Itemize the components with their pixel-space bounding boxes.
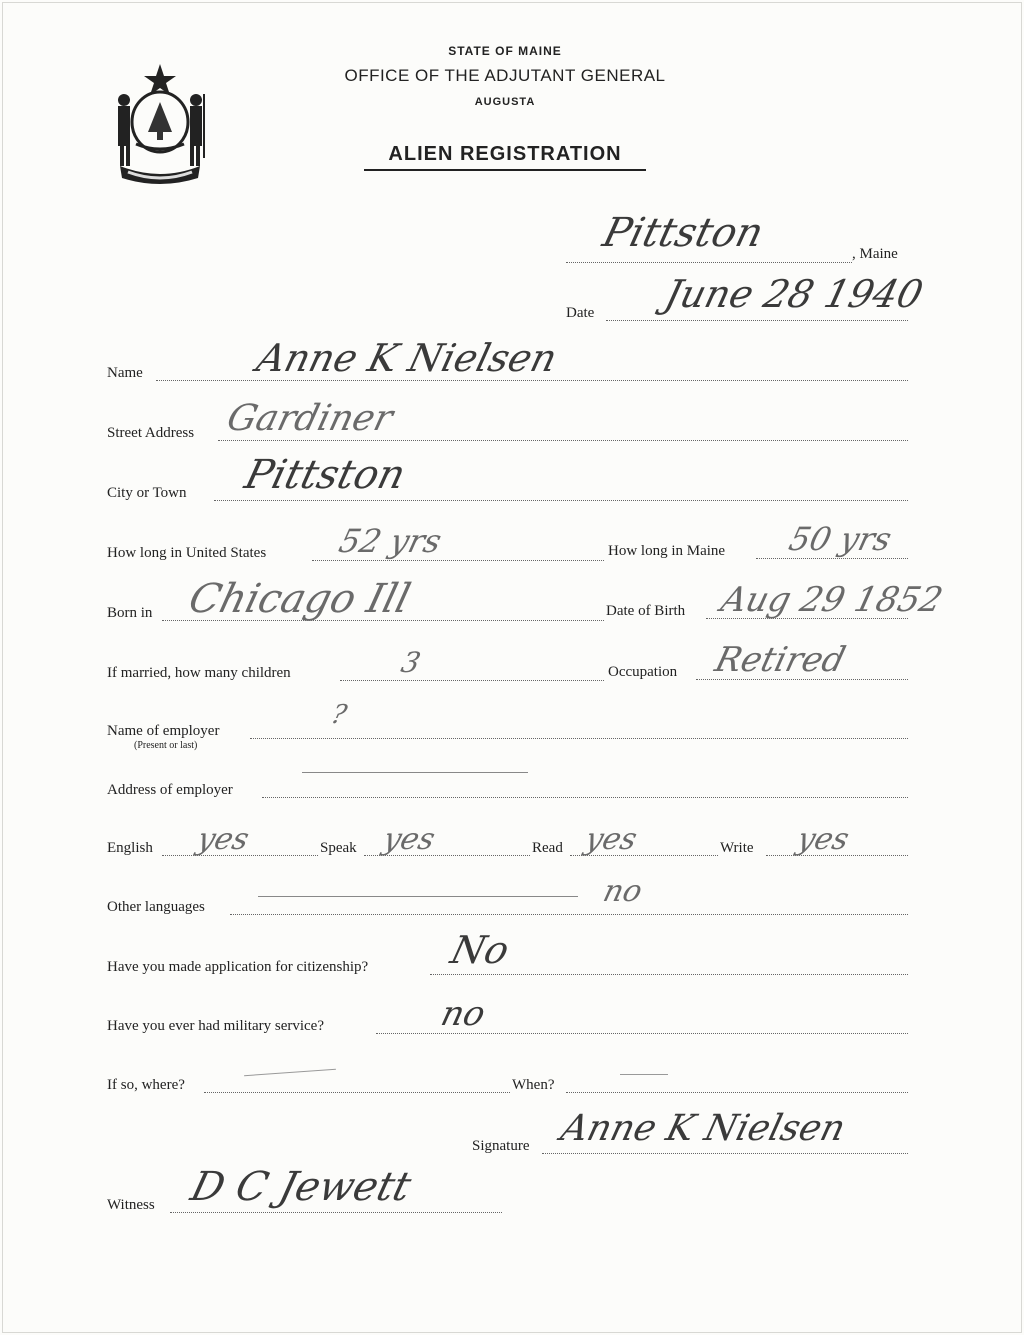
write-label: Write	[720, 840, 754, 856]
how-long-us-value: 52 yrs	[335, 522, 446, 560]
citizenship-line	[430, 974, 908, 975]
city-value: Pittston	[240, 452, 411, 498]
signature-label: Signature	[472, 1138, 530, 1154]
employer-name-label: Name of employer	[107, 723, 220, 739]
english-value: yes	[193, 822, 253, 857]
read-value: yes	[581, 822, 641, 857]
date-line	[606, 320, 908, 321]
how-long-us-line	[312, 560, 604, 561]
date-value: June 28 1940	[660, 272, 928, 316]
form-title: ALIEN REGISTRATION	[388, 143, 622, 165]
citizenship-value: No	[446, 928, 514, 972]
born-in-label: Born in	[107, 605, 153, 621]
date-of-birth-label: Date of Birth	[606, 603, 686, 619]
other-languages-value: no	[599, 874, 646, 909]
title-underline	[364, 169, 646, 171]
when-pencil-dash	[620, 1074, 668, 1075]
how-long-maine-line	[756, 558, 908, 559]
occupation-value: Retired	[711, 640, 850, 680]
employer-address-label: Address of employer	[107, 782, 233, 798]
other-languages-pencil-dash	[258, 896, 578, 897]
employer-name-sublabel: (Present or last)	[134, 740, 198, 751]
state-heading: STATE OF MAINE	[448, 44, 562, 58]
maine-state-seal-icon	[106, 58, 214, 186]
how-long-maine-label: How long in Maine	[608, 543, 726, 559]
when-label: When?	[512, 1077, 555, 1093]
occupation-label: Occupation	[608, 664, 678, 680]
signature-value: Anne K Nielsen	[556, 1108, 850, 1149]
speak-label: Speak	[320, 840, 357, 856]
witness-value: D C Jewett	[186, 1164, 416, 1210]
place-line	[566, 262, 852, 263]
speak-value: yes	[379, 822, 439, 857]
children-value: 3	[397, 646, 424, 679]
employer-pencil-dash	[302, 772, 528, 773]
born-in-value: Chicago Ill	[184, 576, 415, 622]
street-address-line	[218, 440, 908, 441]
date-of-birth-value: Aug 29 1852	[717, 580, 947, 620]
military-label: Have you ever had military service?	[107, 1018, 324, 1034]
name-label: Name	[107, 365, 143, 381]
military-value: no	[437, 994, 490, 1034]
place-value: Pittston	[598, 210, 769, 256]
employer-address-line	[262, 797, 908, 798]
city-heading: AUGUSTA	[474, 96, 536, 108]
how-long-maine-value: 50 yrs	[785, 520, 896, 558]
witness-line	[170, 1212, 502, 1213]
read-label: Read	[532, 840, 563, 856]
how-long-us-label: How long in United States	[107, 545, 267, 561]
street-address-value: Gardiner	[222, 398, 397, 439]
citizenship-label: Have you made application for citizenship?	[107, 959, 369, 975]
city-label: City or Town	[107, 485, 187, 501]
write-value: yes	[793, 822, 853, 857]
name-line	[156, 380, 908, 381]
place-suffix: , Maine	[852, 246, 898, 262]
where-label: If so, where?	[107, 1077, 185, 1093]
children-line	[340, 680, 604, 681]
english-label: English	[107, 840, 153, 856]
witness-label: Witness	[107, 1197, 155, 1213]
where-line	[204, 1092, 510, 1093]
other-languages-line	[230, 914, 908, 915]
city-line	[214, 500, 908, 501]
when-line	[566, 1092, 908, 1093]
date-label: Date	[566, 305, 595, 321]
children-label: If married, how many children	[107, 665, 291, 681]
street-address-label: Street Address	[107, 425, 195, 441]
other-languages-label: Other languages	[107, 899, 205, 915]
employer-name-line	[250, 738, 908, 739]
signature-line	[542, 1153, 908, 1154]
employer-name-value: ?	[328, 700, 350, 730]
office-heading: OFFICE OF THE ADJUTANT GENERAL	[344, 66, 666, 85]
name-value: Anne K Nielsen	[252, 336, 562, 380]
